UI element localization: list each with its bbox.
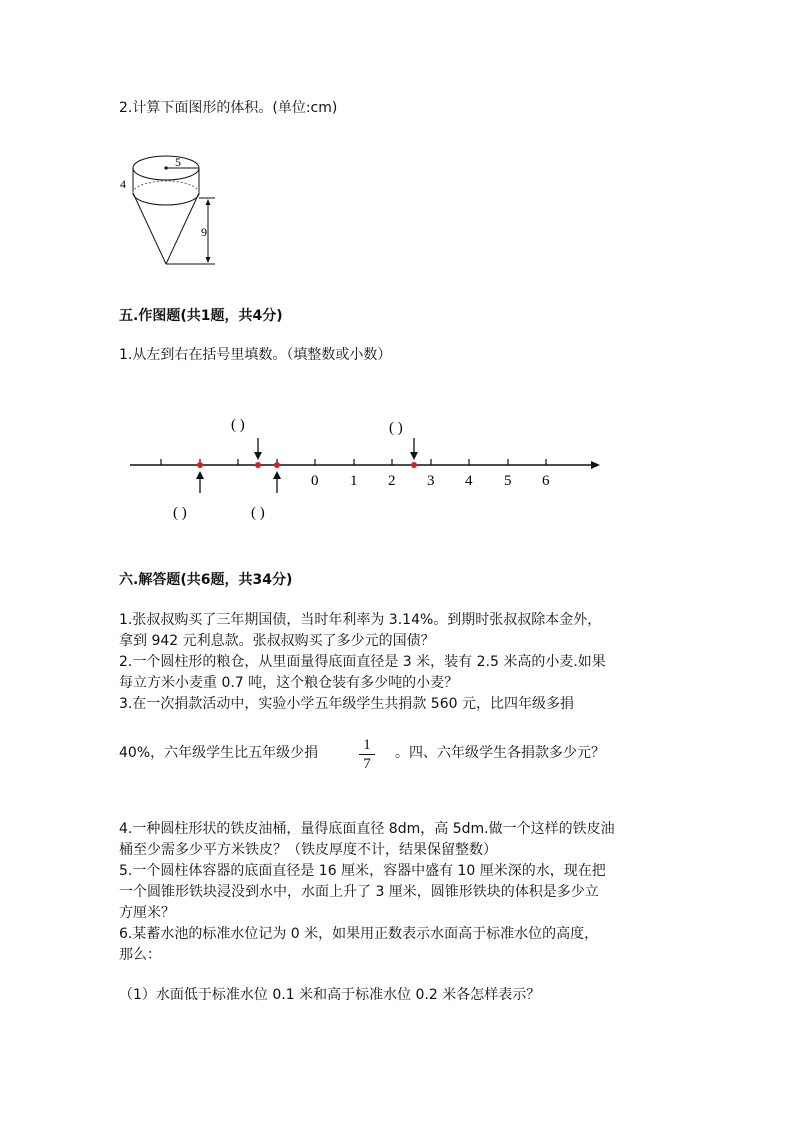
tick-label-4: 4 — [465, 473, 473, 489]
tick-label-5: 5 — [504, 473, 512, 489]
fraction-one-seventh — [359, 737, 375, 772]
cone-height-label: 9 — [201, 225, 207, 239]
q5-line3: 方厘米？ — [119, 905, 175, 921]
q5-line2: 一个圆锥形铁块浸没到水中，水面上升了 3 厘米，圆锥形铁块的体积是多少立 — [119, 884, 599, 900]
q5-line1: 5.一个圆柱体容器的底面直径是 16 厘米，容器中盛有 10 厘米深的水，现在把 — [119, 863, 606, 879]
q4-line2: 桶至少需多少平方米铁皮？（铁皮厚度不计，结果保留整数） — [119, 842, 497, 858]
cylinder-bottom-arc — [133, 193, 199, 205]
fraction-bar — [359, 754, 375, 755]
q1-line2: 拿到 942 元利息款。张叔叔购买了多少元的国债？ — [119, 633, 435, 649]
arrow-down-b — [254, 452, 262, 460]
q3-line2a: 40%，六年级学生比五年级少捐 — [119, 745, 319, 761]
tick-label-6: 6 — [542, 473, 550, 489]
number-line-figure — [125, 405, 605, 525]
q6-line1: 6.某蓄水池的标准水位记为 0 米，如果用正数表示水面高于标准水位的高度， — [119, 926, 599, 942]
section5-heading: 五.作图题(共1题，共4分) — [119, 308, 283, 324]
q2-title: 2.计算下面图形的体积。(单位:cm) — [119, 100, 338, 116]
q1-line1: 1.张叔叔购买了三年期国债，当时年利率为 3.14%。到期时张叔叔除本金外， — [119, 612, 602, 628]
number-line-arrowhead — [591, 461, 600, 469]
tick-label-0: 0 — [311, 473, 319, 489]
tick-label-3: 3 — [427, 473, 435, 489]
bracket-bottom-1: ( ) — [173, 505, 187, 521]
point-d — [411, 462, 417, 468]
tick-label-1: 1 — [350, 473, 358, 489]
q2-line1: 2.一个圆柱形的粮仓，从里面量得底面直径是 3 米，装有 2.5 米高的小麦.如果 — [119, 654, 606, 670]
section6-heading: 六.解答题(共6题，共34分) — [119, 572, 293, 588]
bracket-top-1: ( ) — [231, 417, 245, 433]
bracket-top-2: ( ) — [389, 420, 403, 436]
cylinder-height-label: 4 — [120, 177, 126, 191]
arrow-up-a — [196, 471, 204, 479]
fraction-numerator: 1 — [363, 737, 371, 753]
tick-label-2: 2 — [388, 473, 396, 489]
q6-line2: 那么： — [119, 947, 161, 963]
sec5-q1-text: 1.从左到右在括号里填数。（填整数或小数） — [119, 347, 392, 363]
q2-line2: 每立方米小麦重 0.7 吨，这个粮仓装有多少吨的小麦？ — [119, 675, 459, 691]
radius-label: 5 — [175, 155, 181, 169]
q3-line2b: 。四、六年级学生各捐款多少元？ — [395, 745, 605, 761]
arrow-down-d — [410, 452, 418, 460]
q6-sub1: （1）水面低于标准水位 0.1 米和高于标准水位 0.2 米各怎样表示？ — [119, 987, 541, 1003]
q4-line1: 4.一种圆柱形状的铁皮油桶，量得底面直径 8dm，高 5dm.做一个这样的铁皮油 — [119, 821, 615, 837]
fraction-denominator: 7 — [363, 756, 371, 772]
cylinder-cone-figure — [115, 148, 225, 270]
arrow-up-c — [273, 471, 281, 479]
bracket-bottom-2: ( ) — [251, 505, 265, 521]
point-c — [274, 462, 280, 468]
point-b — [255, 462, 261, 468]
q3-line1: 3.在一次捐款活动中，实验小学五年级学生共捐款 560 元，比四年级多捐 — [119, 696, 574, 712]
point-a — [197, 462, 203, 468]
